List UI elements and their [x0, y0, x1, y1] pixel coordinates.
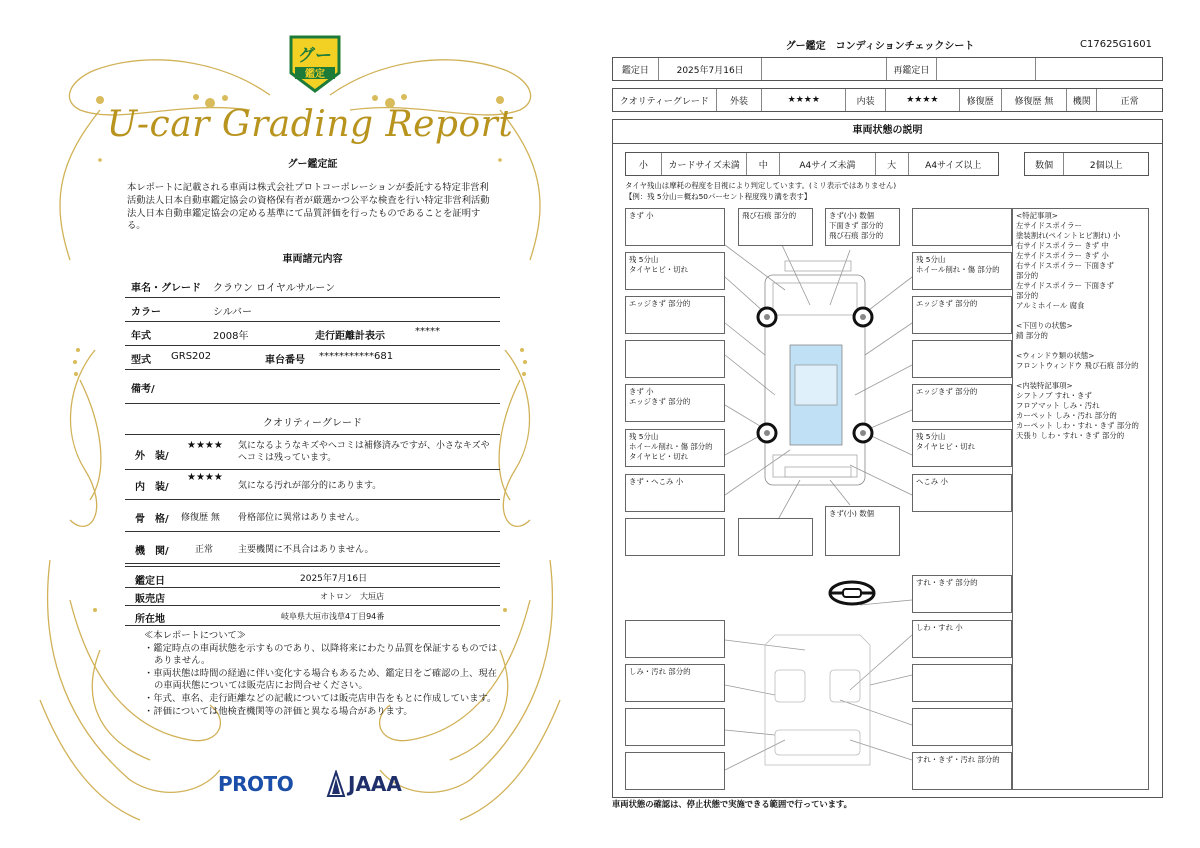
- appraisal-shop-value: オトロン 大垣店: [320, 592, 384, 601]
- grade-table: [612, 88, 1163, 112]
- redate-blank: [1036, 58, 1162, 80]
- jaaa-logo: JAAA: [348, 772, 402, 796]
- appraisal-address-row: [125, 606, 500, 626]
- quality-frame-row: [125, 500, 500, 532]
- engine-text: 主要機関に不具合はありません。: [238, 545, 374, 555]
- damage-box-front-right: [912, 208, 1012, 246]
- vehicle-year-label: 年式: [131, 331, 151, 342]
- count-legend: [1024, 152, 1149, 176]
- interior-stars: ★★★★: [187, 472, 223, 483]
- date-label: 鑑定日: [613, 58, 659, 80]
- exterior-text: 気になるようなキズやヘコミは補修済みですが、小さなキズやヘコミは残っています。: [238, 441, 490, 463]
- notes-item: ・鑑定時点の車両状態を示すものであり、以降将来にわたり品質を保証するものではありません。: [144, 642, 498, 667]
- notes-item: ・評価については他検査機関等の評価と異なる場合があります。: [144, 705, 413, 717]
- appraisal-address-label: 所在地: [135, 614, 165, 625]
- quality-heading: クオリティーグレード: [263, 418, 362, 429]
- vehicle-mileage-value: *****: [415, 326, 440, 337]
- damage-box-left-front-door: [625, 340, 725, 378]
- vehicle-color-label: カラー: [131, 307, 161, 318]
- engine-value: 正常: [195, 545, 214, 555]
- damage-box-right-front-door: [912, 340, 1012, 378]
- footer-logos: [218, 770, 418, 802]
- interior-box-left-rear: [625, 708, 725, 746]
- date-value: 2025年7月16日: [659, 58, 763, 80]
- vehicle-name-label: 車名・グレード: [131, 283, 201, 294]
- ext-stars: ★★★★: [762, 89, 846, 111]
- damage-box-front-left: きず 小: [625, 208, 725, 246]
- size-small-desc: カードサイズ未満: [662, 153, 748, 175]
- appraisal-date-row: [125, 566, 500, 588]
- int-label: 内装: [846, 89, 886, 111]
- frame-text: 骨格部位に異常はありません。: [238, 513, 365, 523]
- date-blank: [762, 58, 887, 80]
- damage-box-rear-left: きず・へこみ 小: [625, 474, 725, 512]
- quality-exterior-row: [125, 434, 500, 470]
- interior-text: 気になる汚れが部分的にあります。: [238, 481, 382, 491]
- notes-heading: ≪本レポートについて≫: [144, 630, 247, 641]
- date-table: [612, 57, 1163, 81]
- repair-label: 修復歴: [960, 89, 1002, 111]
- certificate-text: 本レポートに記載される車両は株式会社プロトコーポレーションが委託する特定非営利活動法人日本自動車鑑定協会の資格保有者が厳選かつ公平な検査を行い特定非営利活動法人日本自動車鑑定協会の定める基準にて品質評価を行ったものであることを証明する。: [127, 182, 490, 232]
- quality-interior-row: [125, 470, 500, 500]
- vehicle-remarks-row: [125, 370, 500, 404]
- appraisal-date-value: 2025年7月16日: [300, 574, 368, 584]
- interior-box-left-seat: しみ・汚れ 部分的: [625, 664, 725, 702]
- engine-label: 機 関/: [135, 546, 169, 557]
- vehicle-chassis-label: 車台番号: [265, 355, 305, 366]
- vehicle-color-value: シルバー: [213, 307, 253, 318]
- vehicle-name-row: [125, 274, 500, 298]
- damage-box-rear-right: へこみ 小: [912, 474, 1012, 512]
- damage-box-left-rear-door: きず 小 エッジきず 部分的: [625, 384, 725, 422]
- interior-box-right-seat: [912, 664, 1012, 702]
- frame-label: 骨 格/: [135, 514, 169, 525]
- vehicle-name-value: クラウン ロイヤルサルーン: [213, 283, 336, 294]
- appraisal-address-value: 岐阜県大垣市浅草4丁目94番: [281, 612, 385, 621]
- interior-box-trunk: すれ・きず・汚れ 部分的: [912, 752, 1012, 790]
- redate-value: [937, 58, 1037, 80]
- size-large-desc: A4サイズ以上: [925, 160, 982, 171]
- jaaa-emblem-icon: [326, 770, 346, 798]
- appraisal-shop-row: [125, 588, 500, 606]
- notes-item: ・年式、車名、走行距離などの記載については販売店申告をもとに作成しています。: [144, 692, 497, 704]
- vehicle-model-value: GRS202: [171, 351, 212, 362]
- tire-note-1: タイヤ残山は摩耗の程度を目視により判定しています。(ミリ表示ではありません): [625, 181, 897, 190]
- condition-heading: 車両状態の説明: [612, 119, 1163, 144]
- count-label: 数個: [1025, 153, 1064, 175]
- repair-value: 修復歴 無: [1002, 89, 1068, 111]
- size-mid: 中: [747, 153, 780, 175]
- vehicle-model-label: 型式: [131, 355, 151, 366]
- damage-box-rear: きず(小) 数個: [825, 506, 900, 556]
- report-notes: [140, 630, 500, 718]
- appraisal-date-label: 鑑定日: [135, 576, 165, 587]
- interior-box-right-front: しわ・すれ 小: [912, 620, 1012, 658]
- quality-engine-row: [125, 532, 500, 564]
- badge-line2: 鑑定: [305, 69, 325, 80]
- sheet-footer: 車両状態の確認は、停止状態で実施できる範囲で行っています。: [612, 799, 852, 809]
- appraisal-shop-label: 販売店: [135, 594, 165, 605]
- engine-label-sheet: 機関: [1067, 89, 1097, 111]
- damage-box-front: きず(小) 数個 下面きず 部分的 飛び石痕 部分的: [825, 208, 900, 246]
- steering-wheel-icon: [830, 582, 874, 604]
- tire-box-front-left: 残 5分山 タイヤヒビ・切れ: [625, 252, 725, 290]
- sheet-code: C17625G1601: [1080, 39, 1152, 50]
- tire-box-rear-right: 残 5分山 タイヤヒビ・切れ: [912, 429, 1012, 467]
- vehicle-color-row: [125, 298, 500, 322]
- ext-label: 外装: [717, 89, 763, 111]
- vehicle-heading: 車両諸元内容: [282, 254, 343, 265]
- damage-box-hood: 飛び石痕 部分的: [738, 208, 813, 246]
- damage-box-right-rear-door: エッジきず 部分的: [912, 384, 1012, 422]
- count-desc: 2個以上: [1089, 160, 1123, 171]
- size-large: 大: [876, 153, 909, 175]
- grade-label: クオリティーグレード: [613, 89, 717, 111]
- interior-box-right-rear: [912, 708, 1012, 746]
- damage-box-trunk: [738, 518, 813, 556]
- damage-box-left-fender: エッジきず 部分的: [625, 296, 725, 334]
- damage-box-right-fender: エッジきず 部分的: [912, 296, 1012, 334]
- size-legend: [625, 152, 999, 176]
- sheet-title: グー鑑定 コンディションチェックシート: [785, 41, 975, 52]
- exterior-label: 外 装/: [135, 451, 169, 462]
- interior-box-steering: すれ・きず 部分的: [912, 575, 1012, 613]
- interior-box-rear-seat: [625, 752, 725, 790]
- int-stars: ★★★★: [886, 89, 960, 111]
- certificate-heading: グー鑑定証: [287, 159, 338, 170]
- vehicle-year-row: [125, 322, 500, 346]
- special-notes: <特記事項> 左サイドスポイラー 塗装割れ(ペイントヒビ割れ) 小 右サイドスポイラー きず 中 左サイドスポイラー きず 小 右サイドスポイラー 下面きず 部分的 左サイドスポイラー 下面きず 部分的 アルミホイール 腐食 <下回りの状態> 錆 部分的 <ウィンドウ類の状態> フロントウィンドウ 飛び石痕 部分的 <内装特記事項> シフトノブ すれ・きず フロアマット しみ・汚れ カーペット しみ・汚れ 部分的 カーペット しわ・すれ・きず 部分的 天張り しわ・すれ・きず 部分的: [1012, 208, 1149, 790]
- exterior-stars: ★★★★: [187, 440, 223, 451]
- notes-item: ・車両状態は時間の経過に伴い変化する場合もあるため、鑑定日をご確認の上、現在の車両状態については販売店にお問合せください。: [144, 667, 497, 692]
- interior-box-dash: [625, 620, 725, 658]
- condition-check-sheet: [600, 0, 1200, 848]
- interior-label: 内 装/: [135, 482, 169, 493]
- proto-logo: PROTO: [218, 772, 294, 796]
- badge-line1: グー: [298, 46, 332, 66]
- redate-label: 再鑑定日: [887, 58, 937, 80]
- tire-box-front-right: 残 5分山 ホイール削れ・傷 部分的: [912, 252, 1012, 290]
- engine-value-sheet: 正常: [1120, 96, 1139, 107]
- vehicle-mileage-label: 走行距離計表示: [315, 331, 385, 342]
- tire-box-rear-left: 残 5分山 ホイール削れ・傷 部分的 タイヤヒビ・切れ: [625, 429, 725, 467]
- vehicle-model-row: [125, 346, 500, 370]
- vehicle-chassis-value: ***********681: [319, 351, 394, 362]
- report-title: U-car Grading Report: [106, 104, 514, 145]
- frame-value: 修復歴 無: [181, 513, 220, 523]
- goo-kantei-badge-icon: [287, 33, 343, 95]
- size-mid-desc: A4サイズ未満: [780, 153, 875, 175]
- size-small: 小: [626, 153, 662, 175]
- vehicle-year-value: 2008年: [213, 331, 249, 342]
- vehicle-remarks-label: 備考/: [131, 384, 155, 395]
- damage-box-bumper-left: [625, 518, 725, 556]
- tire-note-2: 【例：残 5分山＝概ね50パーセント程度残り溝を表す】: [625, 192, 812, 201]
